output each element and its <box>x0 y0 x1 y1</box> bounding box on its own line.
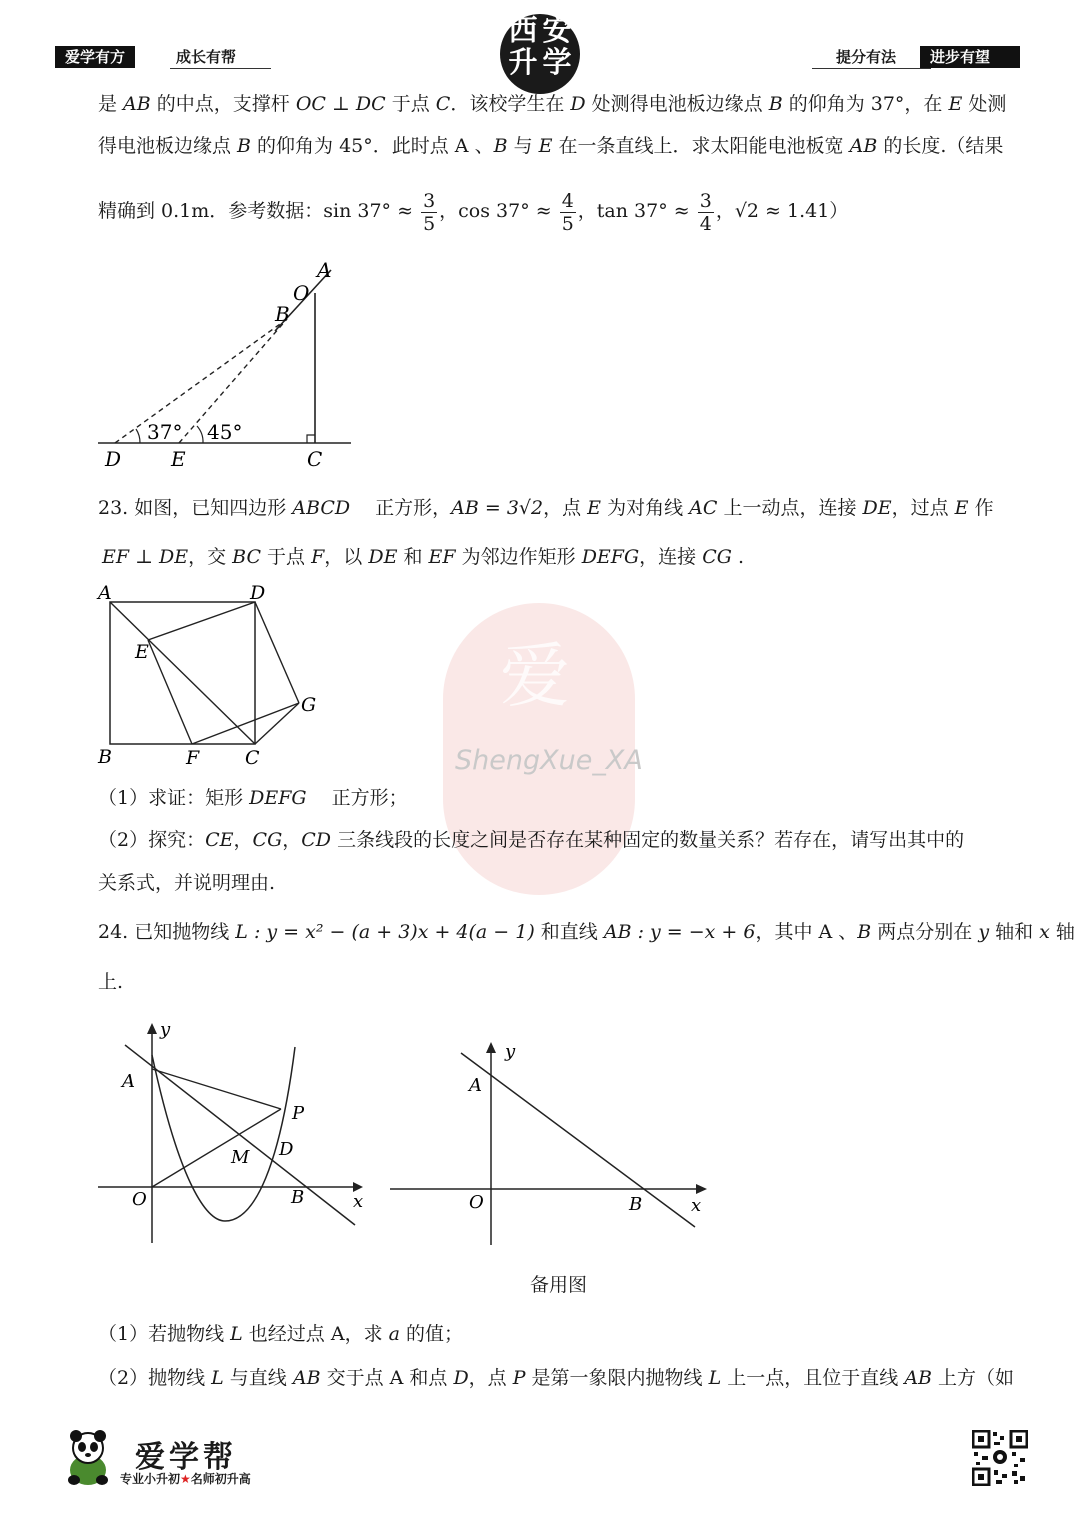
label-O: O <box>293 281 310 305</box>
q23-line2: EF ⊥ DE，交 BC 于点 F，以 DE 和 EF 为邻边作矩形 DEFG，连接 CG . <box>102 546 745 568</box>
q24-part1: （1）若抛物线 L 也经过点 A，求 a 的值； <box>98 1323 463 1345</box>
angle-37: 37° <box>147 420 183 444</box>
figure-caption: 备用图 <box>530 1274 588 1296</box>
label-G: G <box>301 694 317 716</box>
label-M: M <box>231 1147 250 1168</box>
q23-part2-line2: 关系式，并说明理由. <box>98 872 276 894</box>
q24-figure-1 <box>95 1015 385 1255</box>
label-C: C <box>307 447 323 471</box>
label-O: O <box>132 1189 147 1210</box>
axis-x: x <box>353 1191 364 1212</box>
fraction-sin: $\frac{3}{5}$ <box>423 189 436 235</box>
panda-mascot-icon <box>60 1428 116 1488</box>
label-A: A <box>98 582 112 604</box>
label-A: A <box>122 1071 135 1092</box>
axis-y: y <box>505 1041 516 1062</box>
q22-line2: 得电池板边缘点 B 的仰角为 45°．此时点 A 、B 与 E 在一条直线上．求太阳能电池板宽 AB 的长度.（结果 <box>98 135 1004 157</box>
q24-line1: 24. 已知抛物线 L : y = x² − (a + 3)x + 4(a − 1) 和直线 AB : y = −x + 6，其中 A 、B 两点分别在 y 轴和 x 轴 <box>98 921 1075 943</box>
footer-slogan: 专业小升初★名师初升高 <box>120 1472 251 1486</box>
q24-figure-2 <box>385 1035 715 1250</box>
label-D: D <box>279 1139 294 1160</box>
label-D: D <box>250 582 266 604</box>
label-E: E <box>135 641 149 663</box>
q23-figure <box>95 580 325 770</box>
footer-brand: 爱学帮 <box>135 1440 237 1475</box>
label-B: B <box>291 1187 305 1208</box>
qr-code-icon[interactable] <box>972 1430 1028 1486</box>
label-P: P <box>292 1103 305 1124</box>
label-E: E <box>171 447 186 471</box>
watermark-seal-char: 爱 <box>500 635 570 717</box>
label-F: F <box>186 747 200 769</box>
watermark-text: ShengXue_XA <box>455 745 643 776</box>
q22-line1: 是 AB 的中点，支撑杆 OC ⊥ DC 于点 C．该校学生在 D 处测得电池板边缘点 B 的仰角为 37°，在 E 处测 <box>98 93 1007 115</box>
angle-45: 45° <box>207 420 243 444</box>
label-D: D <box>105 447 122 471</box>
label-O: O <box>469 1192 484 1213</box>
header-tab-right-1: 提分有法 <box>812 46 931 69</box>
q24-part2: （2）抛物线 L 与直线 AB 交于点 A 和点 D，点 P 是第一象限内抛物线 L 上一点，且位于直线 AB 上方（如 <box>98 1367 1015 1389</box>
q22-line3: 精确到 0.1m．参考数据：sin 37° ≈ $\frac{3}{5}$ ，cos 37° ≈ $\frac{4}{5}$ ，tan 37° ≈ $\frac{3}{4}$ ，√2 ≈ 1.41） <box>98 189 849 235</box>
header-tab-left-1: 爱学有方 <box>55 46 135 68</box>
q23-part2-line1: （2）探究：CE，CG，CD 三条线段的长度之间是否存在某种固定的数量关系？若存在，请写出其中的 <box>98 829 965 851</box>
label-B: B <box>275 302 290 326</box>
q22-figure <box>95 255 365 475</box>
label-A: A <box>469 1075 482 1096</box>
label-B: B <box>98 746 112 768</box>
fraction-cos: $\frac{4}{5}$ <box>561 189 574 235</box>
axis-x: x <box>691 1195 702 1216</box>
label-C: C <box>245 747 260 769</box>
label-A: A <box>317 258 332 282</box>
header-tab-left-2: 成长有帮 <box>170 46 271 69</box>
header-tab-right-2: 进步有望 <box>920 46 1020 68</box>
q23-part1: （1）求证：矩形 DEFG 正方形； <box>98 787 408 809</box>
q23-line1: 23. 如图，已知四边形 ABCD 正方形，AB = 3√2，点 E 为对角线 AC 上一动点，连接 DE，过点 E 作 <box>98 497 994 519</box>
axis-y: y <box>160 1019 171 1040</box>
q24-line2: 上. <box>98 971 124 993</box>
fraction-tan: $\frac{3}{4}$ <box>699 189 712 235</box>
logo: 西 安 升 学 <box>500 14 580 94</box>
label-B: B <box>629 1194 643 1215</box>
